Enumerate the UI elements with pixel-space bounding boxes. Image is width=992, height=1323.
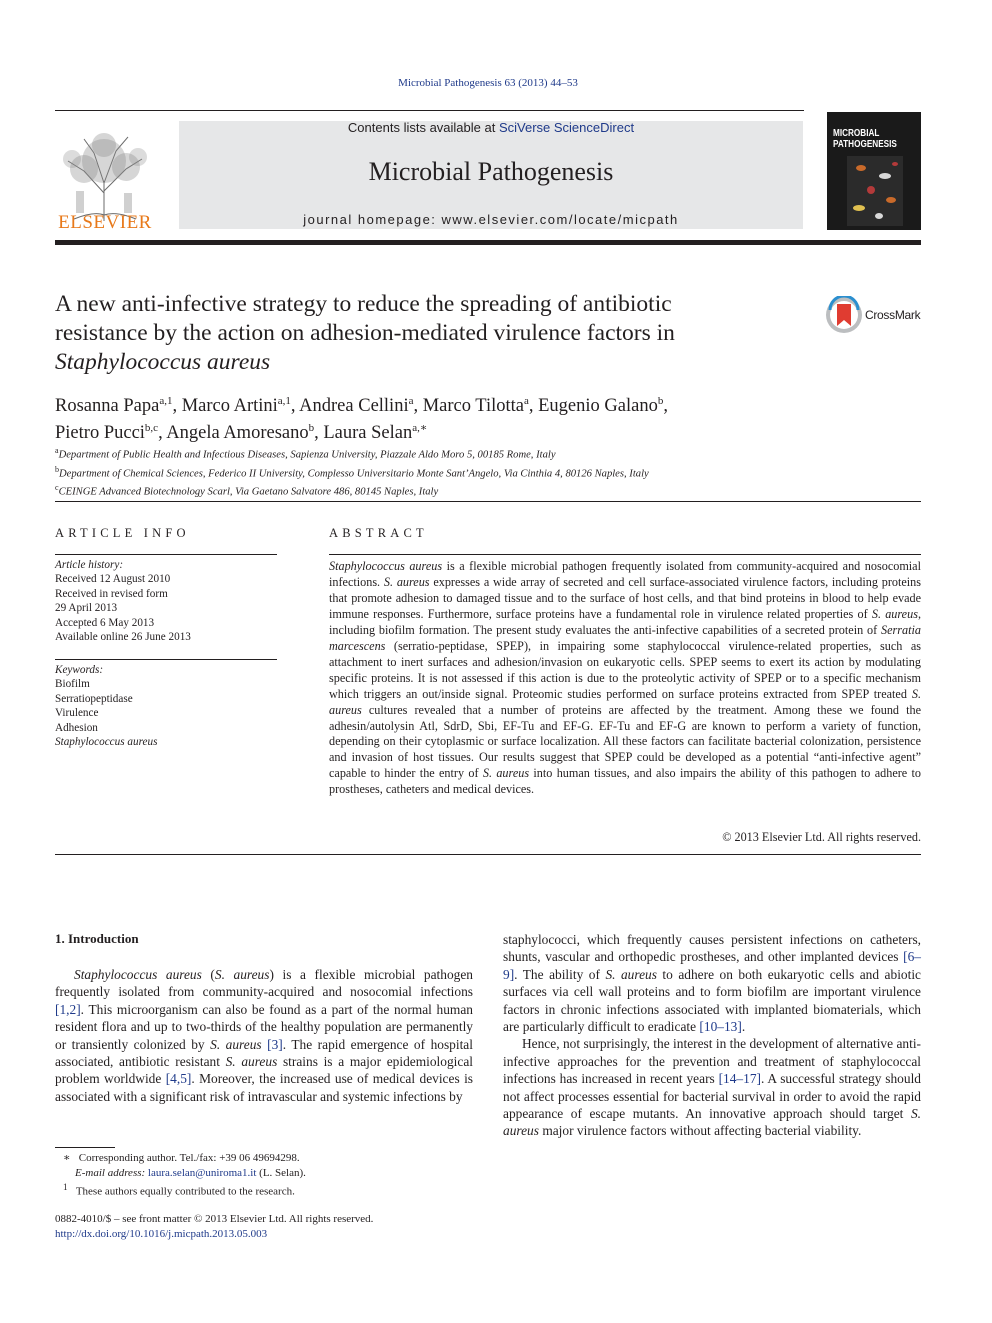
- crossmark-badge[interactable]: [825, 296, 925, 336]
- reference-link[interactable]: [1,2]: [55, 1001, 81, 1017]
- history-item: 29 April 2013: [55, 602, 118, 615]
- text-run: . Moreover, the increased use of medical devices is associated with a significant risk of intravascular and systemic infections by: [55, 1071, 473, 1104]
- author[interactable]: Pietro Pucci$^{b,c}$: [55, 422, 159, 444]
- header-rule: [55, 110, 804, 111]
- italic-text: S. aureus: [210, 1036, 262, 1052]
- author[interactable]: Eugenio Galano$^b$: [538, 395, 664, 417]
- email-link[interactable]: laura.selan@uniroma1.it: [147, 1166, 257, 1179]
- journal-name: Microbial Pathogenesis: [368, 157, 614, 186]
- doi-link[interactable]: http://dx.doi.org/10.1016/j.micpath.2013.05.003: [55, 1227, 268, 1240]
- divider: [55, 501, 921, 502]
- journal-homepage[interactable]: journal homepage: www.elsevier.com/locate/micpath: [303, 212, 679, 227]
- divider: [55, 854, 921, 855]
- reference-link[interactable]: [14–17]: [718, 1071, 761, 1087]
- text-run: . The rapid emergence of hospital associated, antibiotic resistant: [55, 1036, 473, 1070]
- paragraph: [503, 931, 921, 1035]
- reference-link[interactable]: [3]: [267, 1036, 283, 1052]
- italic-text: S. aureus: [605, 966, 657, 982]
- author[interactable]: Marco Tilotta$^a$: [422, 395, 529, 417]
- journal-citation[interactable]: Microbial Pathogenesis 63 (2013) 44–53: [398, 77, 578, 89]
- author[interactable]: Laura Selan$^{a,∗}$: [323, 422, 428, 444]
- text-run: Hence, not surprisingly, the interest in the development of alternative anti-infective approaches for the prevention and treatment of staphylococcal infections has increased in recent years: [503, 1036, 921, 1087]
- italic-text: S. aureus: [329, 686, 921, 717]
- history-item: Received 12 August 2010: [55, 573, 171, 586]
- text-run: (serratio-peptidase, SPEP), in impairing some staphylococcal virulence-related properties, such as attachment to inert surfaces and adhesion/invasion on eukaryotic cells. SPEP seems to exert its action by modulating specific proteins. It is not assessed if this action is due to the proteolytic activity of SPEP or to a specific mechanism which triggers an out/inside signal. Proteomic studies performed on surface proteins extracted from SPEP treated: [329, 638, 921, 701]
- divider: [329, 554, 921, 555]
- reference-link[interactable]: [4,5]: [165, 1071, 192, 1087]
- body-column-left: [55, 966, 473, 1105]
- contents-line: Contents lists available at SciVerse ScienceDirect: [347, 120, 635, 135]
- text-run: cultures revealed that a number of proteins are affected by the treatment. Among these we found the adhesin/autolysin Atl, SdrD, Sbi, EF-Tu and EF-G. EF-Tu and EF-G are known to perform a variety of function, depending on their cytoplasmic or surface localization. All these factors can facilitate bacterial colonization, persistence and invasion of host tissues. Our results suggest that SPEP could be developed as a potential “anti-infective agent” capable to hinder the entry of: [329, 702, 921, 781]
- keyword: Virulence: [55, 707, 99, 720]
- author[interactable]: Rosanna Papa$^{a,1}$: [55, 395, 173, 417]
- text-run: is a flexible microbial pathogen frequently isolated from community-acquired and nosocomial infections.: [329, 559, 921, 589]
- keyword: Serratiopeptidase: [55, 692, 133, 705]
- text-run: ) is a flexible microbial pathogen frequently isolated from community-acquired and nosocomial infections: [55, 967, 473, 1000]
- text-run: (: [201, 967, 215, 982]
- sciencedirect-link[interactable]: SciVerse ScienceDirect: [498, 120, 635, 135]
- affiliation: $^a$Department of Public Health and Infectious Diseases, Sapienza University, Piazzale Aldo Moro 5, 00185 Rome, Italy: [55, 446, 556, 461]
- italic-text: S. aureus: [225, 1054, 278, 1070]
- article-title: A new anti-infective strategy to reduce the spreading of antibiotic resistance by the action on adhesion-mediated virulence factors in Staphylococcus aureus: [55, 291, 675, 375]
- italic-text: Staphylococcus aureus: [329, 559, 443, 573]
- history-item: Accepted 6 May 2013: [55, 616, 155, 629]
- paragraph: [55, 966, 473, 1105]
- text-run: , including biofilm formation. The present study evaluates the anti-infective capabilities of a secreted protein of: [329, 606, 921, 637]
- cover-title: MICROBIAL PATHOGENESIS: [833, 127, 897, 150]
- section-heading-introduction: 1. Introduction: [55, 931, 139, 946]
- keyword: Biofilm: [55, 678, 90, 691]
- abstract-heading: ABSTRACT: [329, 526, 428, 540]
- keyword: Adhesion: [55, 721, 98, 734]
- footnote-equal-contribution: $^1$ These authors equally contributed to the research.: [63, 1182, 295, 1198]
- text-run: . A successful strategy should not affect processes essential for bacterial survival in order to avoid the rapid appearance of escape mutants. An innovative approach should target: [503, 1071, 921, 1122]
- author[interactable]: Marco Artini$^{a,1}$: [181, 395, 291, 417]
- text-run: strains is a major epidemiological problem worldwide: [55, 1054, 473, 1087]
- bottom-info: [55, 1212, 475, 1241]
- paragraph: [503, 1035, 921, 1139]
- footnote-rule: [55, 1147, 115, 1148]
- text-run: . The ability of: [514, 966, 606, 982]
- header-thick-rule: [55, 240, 921, 245]
- author[interactable]: Andrea Cellini$^a$: [299, 395, 414, 417]
- italic-text: S. aureus: [214, 967, 270, 982]
- italic-text: S. aureus: [871, 606, 918, 621]
- crossmark-label: CrossMark: [865, 308, 921, 322]
- issn-line: 0882-4010/$ – see front matter © 2013 Elsevier Ltd. All rights reserved.: [55, 1213, 374, 1225]
- elsevier-wordmark: ELSEVIER: [58, 212, 152, 233]
- footnote-email: E-mail address: laura.selan@uniroma1.it (L. Selan).: [75, 1166, 306, 1179]
- divider: [55, 659, 277, 660]
- text-run: expresses a wide array of secreted and cell surface-associated virulence factors, including proteins that promote adhesion to damaged tissue and to the surface of host cells, and that bind proteins in blood to help evade immune responses. Furthermore, surface proteins have a fundamental role in virulence related properties of: [329, 574, 921, 621]
- text-run: major virulence factors without affecting bacterial viability.: [538, 1123, 862, 1139]
- footnote-corresponding: ∗ Corresponding author. Tel./fax: +39 06 49694298.: [63, 1152, 300, 1164]
- text-run: .: [741, 1019, 746, 1035]
- author[interactable]: Angela Amoresano$^b$: [166, 422, 315, 444]
- text-run: into human tissues, and also impairs the ability of this pathogen to adhere to prostheses, catheters and medical devices.: [329, 766, 921, 797]
- author-list: Rosanna Papa$^{a,1}$, Marco Artini$^{a,1}$, Andrea Cellini$^a$, Marco Tilotta$^a$, Eugenio Galano$^b$, Pietro Pucci$^{b,c}$, Angela Amoresano$^b$, Laura Selan$^{a,∗}$: [55, 395, 668, 444]
- body-column-right: [503, 931, 921, 1140]
- keyword: Staphylococcus aureus: [55, 736, 158, 749]
- italic-text: S. aureus: [482, 766, 530, 781]
- history-item: Received in revised form: [55, 587, 168, 600]
- italic-text: Serratia marcescens: [329, 622, 921, 653]
- footnotes: [55, 1151, 475, 1199]
- abstract-text: [329, 559, 921, 798]
- history-item: Available online 26 June 2013: [55, 631, 191, 644]
- italic-text: S. aureus: [383, 574, 430, 589]
- reference-link[interactable]: [10–13]: [699, 1019, 742, 1035]
- divider: [55, 554, 277, 555]
- text-run: . This microorganism can also be found as a part of the normal human resident flora and up to two-thirds of the healthy population are permanently or transiently colonized by: [55, 1001, 473, 1052]
- text-run: staphylococci, which frequently causes persistent infections on catheters, shunts, vascular and orthopedic prostheses, and other implanted devices: [503, 932, 921, 965]
- article-info-heading: ARTICLE INFO: [55, 526, 190, 540]
- italic-text: S. aureus: [503, 1106, 921, 1139]
- cover-microbe-image: [847, 156, 903, 226]
- text-run: to adhere on both eukaryotic cells and abiotic surfaces via cell wall proteins and to form biofilm are important virulence factors in chronic infections associated with implanted biomaterials, which are particularly difficult to eradicate: [503, 966, 921, 1035]
- keywords: Keywords: Biofilm Serratiopeptidase Virulence Adhesion Staphylococcus aureus: [55, 663, 277, 749]
- article-history: Article history: Received 12 August 2010 Received in revised form 29 April 2013 Accepted 6 May 2013 Available online 26 June 2013: [55, 558, 277, 644]
- copyright: © 2013 Elsevier Ltd. All rights reserved.: [722, 830, 921, 844]
- affiliation: $^b$Department of Chemical Sciences, Federico II University, Complesso Universitario Monte Sant’Angelo, Via Cinthia 4, 80126 Naples, Italy: [55, 464, 649, 480]
- affiliations: [55, 444, 925, 500]
- crossmark-icon: [825, 296, 863, 334]
- journal-cover-thumbnail[interactable]: [827, 112, 921, 230]
- italic-text: Staphylococcus aureus: [74, 967, 202, 982]
- affiliation: $^c$CEINGE Advanced Biotechnology Scarl, Via Gaetano Salvatore 486, 80145 Naples, Italy: [55, 483, 439, 498]
- reference-link[interactable]: [6–9]: [503, 949, 921, 982]
